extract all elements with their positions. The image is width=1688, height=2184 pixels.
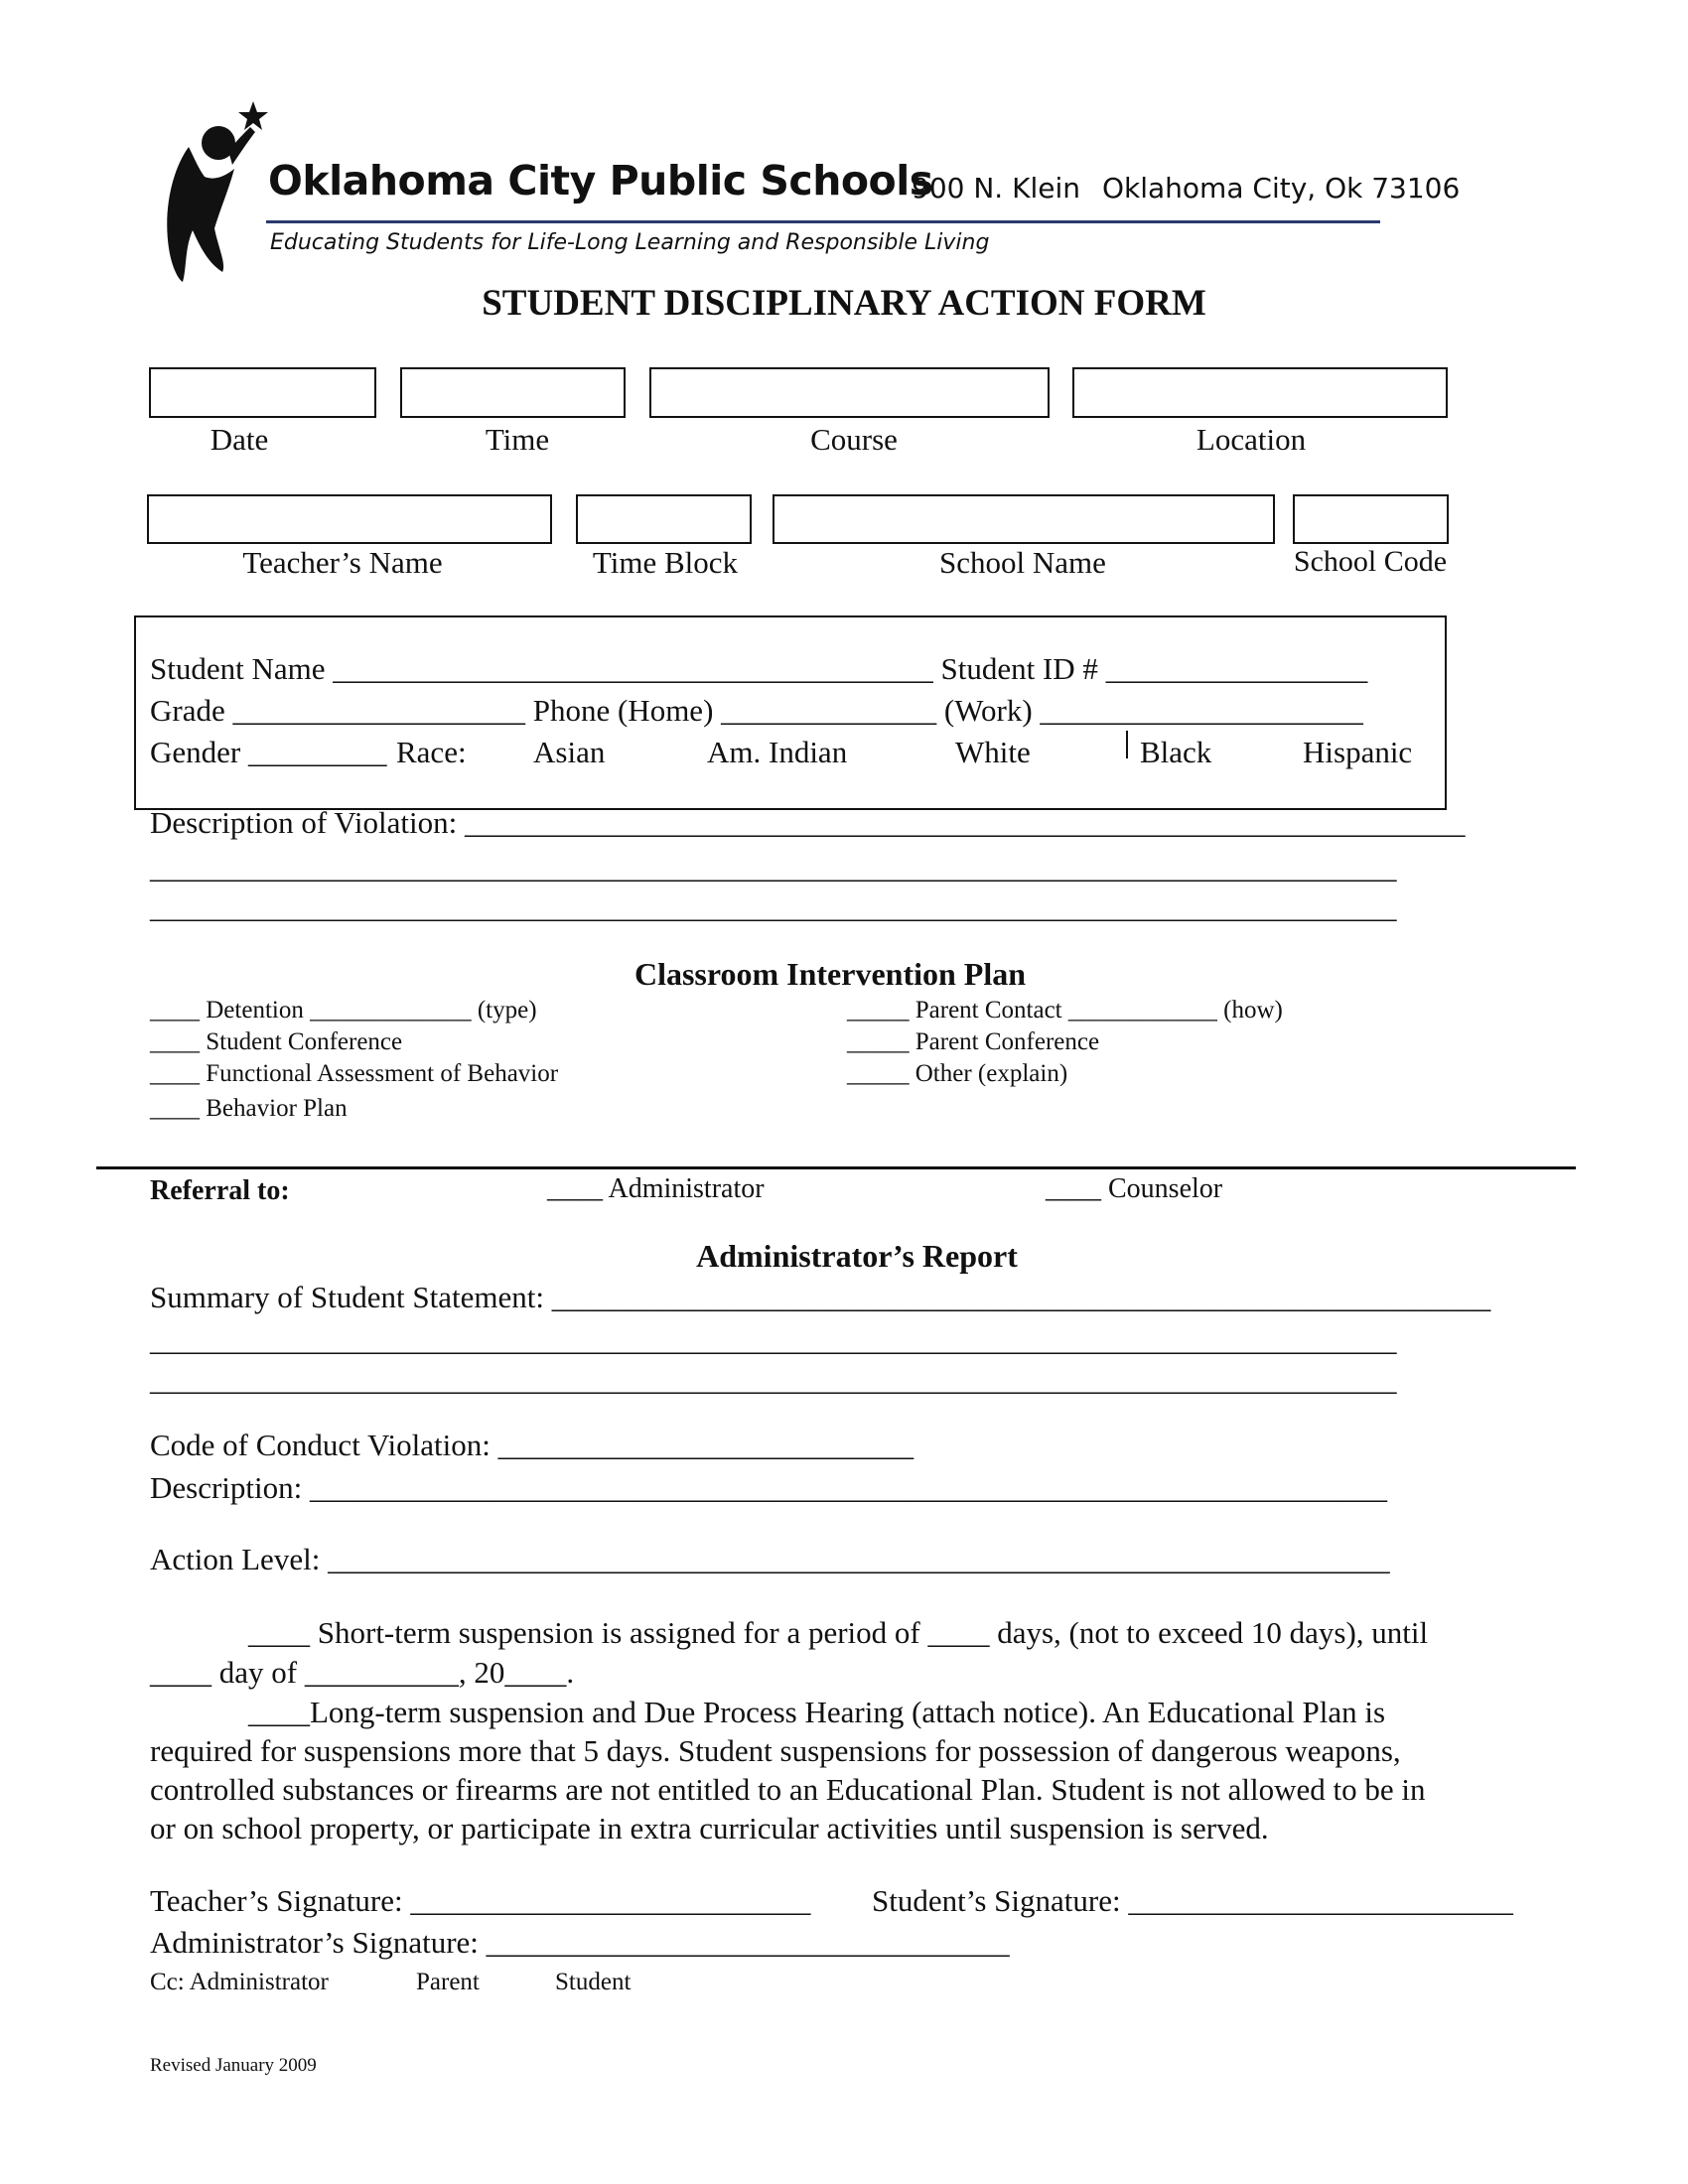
action-level-input[interactable]: _____________________________________________________________________: [328, 1542, 1390, 1576]
intervention-label: Parent Contact ____________ (how): [914, 997, 1283, 1024]
intervention-label: Parent Conference: [914, 1028, 1100, 1055]
intervention-behavior-plan[interactable]: [150, 1095, 348, 1123]
admin-signature-input[interactable]: __________________________________: [486, 1925, 1010, 1960]
date-label: Date: [210, 422, 269, 457]
race-label: Race:: [396, 735, 467, 769]
gender-label-group: [150, 735, 386, 770]
referral-option-label: Counselor: [1108, 1173, 1223, 1204]
intervention-label: Functional Assessment of Behavior: [206, 1060, 559, 1087]
student-name-label: Student Name: [150, 651, 326, 686]
student-name-input[interactable]: _______________________________________: [333, 651, 933, 686]
intervention-detention[interactable]: [150, 997, 537, 1024]
section-divider: [96, 1166, 1576, 1169]
summary-input-3[interactable]: _________________________________________________________________________________: [150, 1362, 1397, 1397]
school-code-label: School Code: [1293, 545, 1448, 578]
form-title: STUDENT DISCIPLINARY ACTION FORM: [482, 283, 1206, 324]
teacher-signature-row: [150, 1883, 810, 1919]
long-term-suspension-line-1: ____Long-term suspension and Due Process Hearing (attach notice). An Educational Plan is: [248, 1695, 1386, 1729]
race-option-white[interactable]: White: [955, 735, 1031, 769]
gender-input[interactable]: _________: [247, 735, 387, 769]
action-level-row: [150, 1542, 1390, 1577]
address-street: 900 N. Klein: [912, 172, 1080, 205]
teacher-name-label: Teacher’s Name: [242, 545, 443, 580]
description-row: [150, 1470, 1387, 1506]
race-option-black[interactable]: Black: [1140, 735, 1212, 769]
race-option-asian[interactable]: Asian: [533, 735, 606, 769]
time-field[interactable]: [400, 367, 626, 418]
teacher-signature-input[interactable]: __________________________: [410, 1883, 811, 1918]
phone-home-input[interactable]: ______________: [721, 693, 937, 728]
short-term-suspension-line-2: ____ day of __________, 20____.: [150, 1655, 575, 1690]
long-term-suspension-line-3: controlled substances or firearms are not entitled to an Educational Plan. Student is not allowed to be in: [150, 1772, 1426, 1807]
header-rule: [266, 220, 1380, 223]
student-id-input[interactable]: _________________: [1105, 651, 1368, 686]
description-input[interactable]: ______________________________________________________________________: [310, 1470, 1387, 1505]
phone-work-input[interactable]: _____________________: [1040, 693, 1363, 728]
intervention-student-conference[interactable]: [150, 1028, 402, 1056]
intervention-label: Other (explain): [914, 1060, 1068, 1087]
logo-star-icon: [238, 101, 268, 130]
organization-address: [912, 172, 1460, 205]
admin-signature-row: [150, 1925, 1010, 1961]
intervention-blank[interactable]: _____: [847, 1060, 910, 1087]
text-cursor-mark: [1126, 731, 1128, 758]
organization-name: Oklahoma City Public Schools: [268, 157, 933, 205]
code-violation-label: Code of Conduct Violation:: [150, 1428, 491, 1462]
admin-signature-label: Administrator’s Signature:: [150, 1925, 479, 1960]
intervention-label: Detention _____________ (type): [206, 997, 537, 1024]
violation-row: [150, 805, 1466, 841]
grade-phone-row: [150, 693, 1363, 729]
student-id-label: Student ID #: [940, 651, 1098, 686]
intervention-functional-assessment[interactable]: [150, 1060, 558, 1088]
summary-input-1[interactable]: _____________________________________________________________: [551, 1280, 1491, 1314]
district-logo: [159, 99, 268, 283]
summary-input-2[interactable]: _________________________________________________________________________________: [150, 1322, 1397, 1357]
time-label: Time: [485, 422, 550, 457]
long-term-suspension-line-4: or on school property, or participate in extra curricular activities until suspension is served.: [150, 1811, 1269, 1845]
address-city: Oklahoma City, Ok 73106: [1101, 172, 1461, 205]
intervention-blank[interactable]: ____: [150, 997, 200, 1024]
intervention-label: Behavior Plan: [206, 1095, 348, 1122]
intervention-blank[interactable]: ____: [150, 1028, 200, 1055]
grade-input[interactable]: ___________________: [232, 693, 525, 728]
cc-parent: Parent: [416, 1969, 480, 1995]
summary-row: [150, 1280, 1490, 1315]
violation-input-2[interactable]: _________________________________________________________________________________: [150, 850, 1397, 885]
intervention-blank[interactable]: ____: [150, 1060, 200, 1087]
cc-student: Student: [555, 1969, 632, 1995]
student-signature-row: [872, 1883, 1513, 1919]
location-label: Location: [1196, 422, 1307, 457]
long-term-suspension-line-2: required for suspensions more that 5 days. Student suspensions for possession of dangerous weapons,: [150, 1733, 1401, 1768]
referral-option-label: Administrator: [608, 1173, 765, 1204]
admin-report-heading: Administrator’s Report: [696, 1238, 1018, 1274]
intervention-parent-contact[interactable]: [847, 997, 1283, 1024]
violation-label: Description of Violation:: [150, 805, 458, 840]
course-label: Course: [810, 422, 898, 457]
school-name-label: School Name: [939, 545, 1106, 580]
intervention-other[interactable]: [847, 1060, 1067, 1088]
action-level-label: Action Level:: [150, 1542, 321, 1576]
teacher-signature-label: Teacher’s Signature:: [150, 1883, 403, 1918]
cc-administrator: Cc: Administrator: [150, 1969, 329, 1995]
time-block-label: Time Block: [592, 545, 739, 580]
time-block-field[interactable]: [576, 494, 752, 544]
phone-home-label: Phone (Home): [532, 693, 714, 728]
student-signature-label: Student’s Signature:: [872, 1883, 1121, 1918]
intervention-heading: Classroom Intervention Plan: [633, 956, 1027, 992]
intervention-parent-conference[interactable]: [847, 1028, 1099, 1056]
code-violation-input[interactable]: ___________________________: [497, 1428, 914, 1462]
student-name-row: [150, 651, 1367, 687]
teacher-name-field[interactable]: [147, 494, 552, 544]
referral-counselor[interactable]: [1046, 1173, 1222, 1205]
grade-label: Grade: [150, 693, 225, 728]
code-violation-row: [150, 1428, 914, 1463]
intervention-blank[interactable]: ____: [150, 1095, 200, 1122]
course-field[interactable]: [649, 367, 1050, 418]
organization-tagline: Educating Students for Life-Long Learning and Responsible Living: [270, 230, 990, 255]
school-name-field[interactable]: [773, 494, 1275, 544]
location-field[interactable]: [1072, 367, 1448, 418]
intervention-blank[interactable]: _____: [847, 1028, 910, 1055]
referral-blank[interactable]: ____: [1046, 1173, 1101, 1204]
phone-work-label: (Work): [943, 693, 1033, 728]
referral-administrator[interactable]: [547, 1173, 765, 1205]
referral-label: Referral to:: [150, 1175, 290, 1206]
race-option-am-indian[interactable]: Am. Indian: [707, 735, 848, 769]
summary-label: Summary of Student Statement:: [150, 1280, 544, 1314]
student-signature-input[interactable]: _________________________: [1128, 1883, 1513, 1918]
race-option-hispanic[interactable]: Hispanic: [1303, 735, 1413, 769]
short-term-suspension-line-1: ____ Short-term suspension is assigned for a period of ____ days, (not to exceed 10 days), until: [248, 1615, 1429, 1650]
revision-note: Revised January 2009: [150, 2055, 317, 2076]
description-label: Description:: [150, 1470, 303, 1505]
school-code-field[interactable]: [1293, 494, 1449, 544]
gender-label: Gender: [150, 735, 241, 769]
date-field[interactable]: [149, 367, 376, 418]
intervention-blank[interactable]: _____: [847, 997, 910, 1024]
violation-input-3[interactable]: _________________________________________________________________________________: [150, 889, 1397, 924]
referral-blank[interactable]: ____: [547, 1173, 603, 1204]
intervention-label: Student Conference: [206, 1028, 403, 1055]
violation-input-1[interactable]: _________________________________________________________________: [465, 805, 1466, 840]
